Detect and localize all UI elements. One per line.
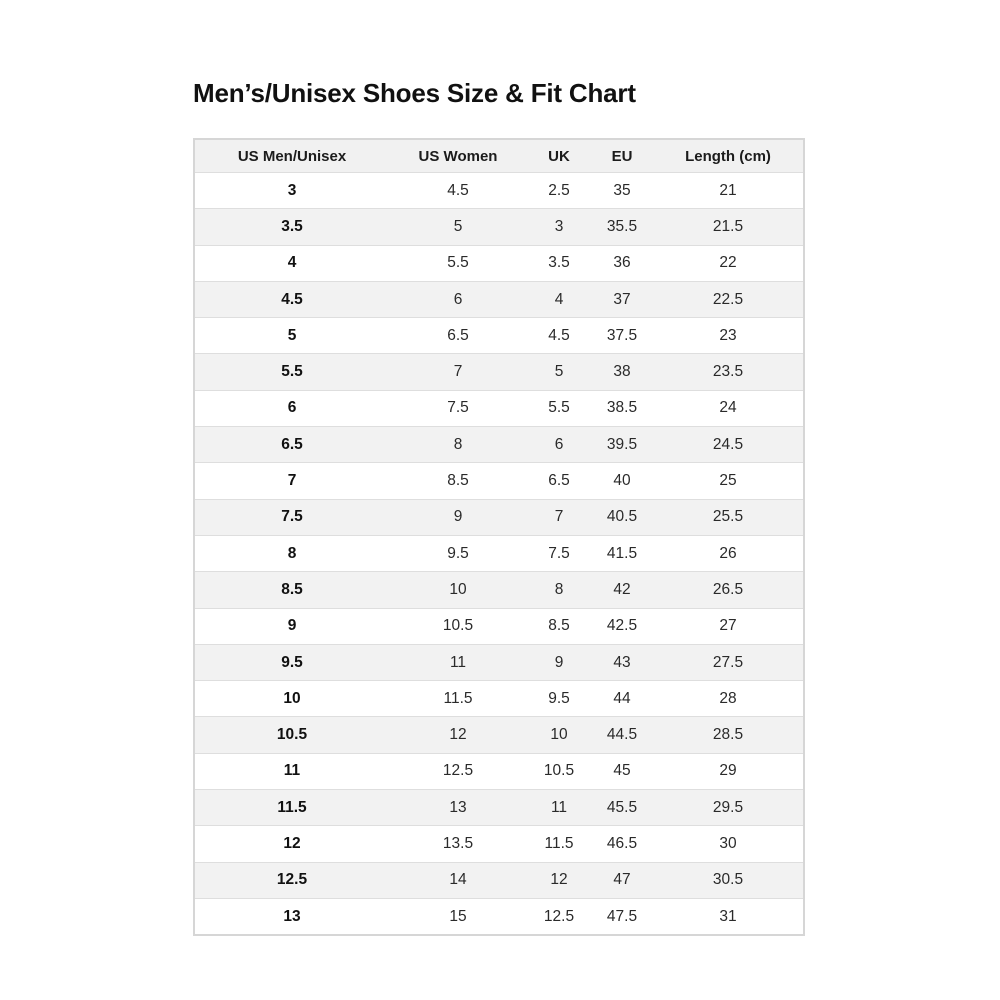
table-row xyxy=(195,680,803,716)
cell-uk: 8 xyxy=(554,580,564,598)
cell-eu: 41.5 xyxy=(606,544,638,562)
table-row xyxy=(195,462,803,498)
cell-length-cm: 22 xyxy=(719,254,737,272)
table-body xyxy=(195,172,803,934)
cell-us-women: 12.5 xyxy=(442,762,474,780)
cell-us-men-unisex: 10.5 xyxy=(276,726,308,744)
header-uk: UK xyxy=(548,147,570,165)
cell-us-women: 11.5 xyxy=(443,689,473,707)
cell-eu: 35.5 xyxy=(606,217,638,235)
cell-us-men-unisex: 3 xyxy=(287,181,297,199)
cell-length-cm: 23 xyxy=(719,326,737,344)
cell-eu: 45.5 xyxy=(606,798,638,816)
header-us-men-unisex: US Men/Unisex xyxy=(237,147,347,165)
table-row xyxy=(195,571,803,607)
table-row xyxy=(195,499,803,535)
cell-length-cm: 29 xyxy=(719,762,737,780)
cell-us-women: 9 xyxy=(453,508,463,526)
cell-uk: 9.5 xyxy=(548,689,570,707)
cell-us-men-unisex: 6 xyxy=(287,399,297,417)
table-row xyxy=(195,426,803,462)
cell-uk: 10.5 xyxy=(543,762,575,780)
table-row xyxy=(195,825,803,861)
cell-length-cm: 30 xyxy=(719,834,737,852)
cell-eu: 44 xyxy=(613,689,631,707)
cell-us-women: 8 xyxy=(453,435,463,453)
cell-length-cm: 24.5 xyxy=(712,435,744,453)
table-row xyxy=(195,208,803,244)
cell-us-men-unisex: 9 xyxy=(287,617,297,635)
header-eu: EU xyxy=(611,147,633,165)
cell-eu: 39.5 xyxy=(606,435,638,453)
cell-uk: 7.5 xyxy=(548,544,570,562)
cell-eu: 37 xyxy=(613,290,631,308)
cell-eu: 38 xyxy=(613,363,631,381)
cell-us-men-unisex: 3.5 xyxy=(281,217,303,235)
table-row xyxy=(195,535,803,571)
cell-eu: 42.5 xyxy=(606,617,638,635)
cell-length-cm: 21 xyxy=(719,181,737,199)
cell-uk: 9 xyxy=(554,653,564,671)
cell-uk: 11.5 xyxy=(544,834,574,852)
cell-us-men-unisex: 8.5 xyxy=(281,580,303,598)
cell-us-men-unisex: 13 xyxy=(283,907,301,925)
cell-eu: 43 xyxy=(613,653,631,671)
cell-us-men-unisex: 4.5 xyxy=(281,290,303,308)
cell-us-women: 10.5 xyxy=(442,617,474,635)
cell-uk: 2.5 xyxy=(548,181,570,199)
cell-us-men-unisex: 11.5 xyxy=(277,798,307,816)
cell-us-men-unisex: 5 xyxy=(287,326,297,344)
cell-us-men-unisex: 8 xyxy=(287,544,297,562)
cell-us-women: 7 xyxy=(453,363,463,381)
cell-us-men-unisex: 4 xyxy=(287,254,297,272)
cell-uk: 4.5 xyxy=(548,326,570,344)
header-us-women: US Women xyxy=(418,147,498,165)
cell-uk: 11 xyxy=(550,798,568,816)
cell-eu: 42 xyxy=(613,580,631,598)
table-row xyxy=(195,753,803,789)
cell-us-women: 9.5 xyxy=(447,544,469,562)
cell-us-women: 13 xyxy=(449,798,467,816)
table-row xyxy=(195,789,803,825)
table-row xyxy=(195,245,803,281)
cell-us-women: 8.5 xyxy=(447,472,469,490)
cell-length-cm: 29.5 xyxy=(712,798,744,816)
cell-length-cm: 26.5 xyxy=(712,580,744,598)
cell-eu: 45 xyxy=(613,762,631,780)
cell-us-women: 14 xyxy=(449,871,467,889)
cell-us-women: 5 xyxy=(453,217,463,235)
cell-length-cm: 26 xyxy=(719,544,737,562)
size-chart-table xyxy=(193,138,805,936)
cell-us-men-unisex: 5.5 xyxy=(281,363,303,381)
cell-eu: 47.5 xyxy=(606,907,638,925)
cell-length-cm: 21.5 xyxy=(712,217,744,235)
cell-us-women: 4.5 xyxy=(447,181,469,199)
table-row xyxy=(195,898,803,934)
cell-uk: 3.5 xyxy=(548,254,570,272)
cell-us-men-unisex: 6.5 xyxy=(281,435,303,453)
cell-eu: 38.5 xyxy=(606,399,638,417)
table-row xyxy=(195,172,803,208)
cell-us-women: 6 xyxy=(453,290,463,308)
cell-us-women: 6.5 xyxy=(447,326,469,344)
cell-uk: 12.5 xyxy=(543,907,575,925)
cell-uk: 8.5 xyxy=(548,617,570,635)
cell-us-men-unisex: 10 xyxy=(283,689,301,707)
cell-uk: 4 xyxy=(554,290,564,308)
table-row xyxy=(195,353,803,389)
cell-uk: 5 xyxy=(554,363,564,381)
cell-eu: 47 xyxy=(613,871,631,889)
table-row xyxy=(195,281,803,317)
table-row xyxy=(195,390,803,426)
cell-length-cm: 27 xyxy=(719,617,737,635)
cell-eu: 37.5 xyxy=(606,326,638,344)
cell-us-women: 13.5 xyxy=(442,834,474,852)
cell-length-cm: 27.5 xyxy=(712,653,744,671)
cell-eu: 40 xyxy=(613,472,631,490)
cell-us-men-unisex: 11 xyxy=(283,762,301,780)
cell-uk: 6.5 xyxy=(548,472,570,490)
table-row xyxy=(195,716,803,752)
cell-length-cm: 25 xyxy=(719,472,737,490)
cell-eu: 40.5 xyxy=(606,508,638,526)
cell-uk: 5.5 xyxy=(548,399,570,417)
table-row xyxy=(195,317,803,353)
table-header-row xyxy=(195,140,803,172)
table-row xyxy=(195,644,803,680)
cell-us-men-unisex: 7.5 xyxy=(281,508,303,526)
cell-uk: 7 xyxy=(554,508,564,526)
cell-eu: 44.5 xyxy=(606,726,638,744)
cell-us-women: 11 xyxy=(449,653,467,671)
cell-eu: 35 xyxy=(613,181,631,199)
cell-length-cm: 28.5 xyxy=(712,726,744,744)
cell-uk: 12 xyxy=(550,871,568,889)
cell-uk: 3 xyxy=(554,217,564,235)
cell-us-men-unisex: 12.5 xyxy=(276,871,308,889)
cell-us-women: 12 xyxy=(449,726,467,744)
cell-uk: 6 xyxy=(554,435,564,453)
cell-us-men-unisex: 9.5 xyxy=(281,653,303,671)
cell-us-men-unisex: 12 xyxy=(283,834,301,852)
table-row xyxy=(195,862,803,898)
cell-us-women: 10 xyxy=(449,580,467,598)
cell-length-cm: 30.5 xyxy=(712,871,744,889)
cell-us-men-unisex: 7 xyxy=(287,472,297,490)
header-length-cm: Length (cm) xyxy=(685,147,771,165)
cell-length-cm: 22.5 xyxy=(712,290,744,308)
cell-us-women: 5.5 xyxy=(447,254,469,272)
cell-us-women: 15 xyxy=(449,907,467,925)
table-row xyxy=(195,608,803,644)
cell-length-cm: 28 xyxy=(719,689,737,707)
cell-uk: 10 xyxy=(550,726,568,744)
cell-us-women: 7.5 xyxy=(447,399,469,417)
page-title: Men’s/Unisex Shoes Size & Fit Chart xyxy=(193,78,636,108)
cell-length-cm: 25.5 xyxy=(712,508,744,526)
cell-length-cm: 23.5 xyxy=(712,363,744,381)
cell-eu: 36 xyxy=(613,254,631,272)
cell-length-cm: 24 xyxy=(719,399,737,417)
cell-eu: 46.5 xyxy=(606,834,638,852)
cell-length-cm: 31 xyxy=(719,907,737,925)
